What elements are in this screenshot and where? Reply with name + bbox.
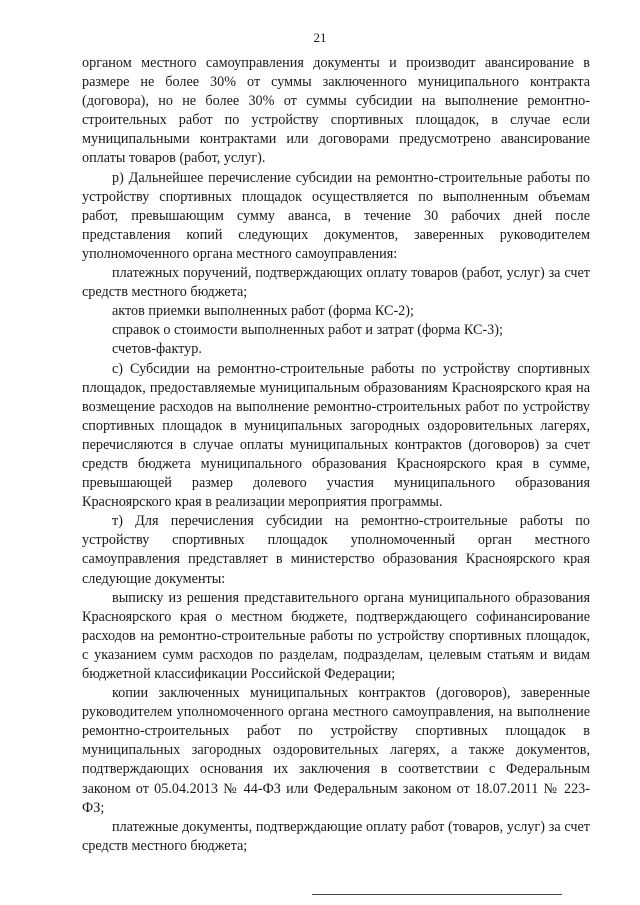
- paragraph-invoices: счетов-фактур.: [112, 341, 202, 358]
- page-number: 21: [313, 30, 327, 45]
- paragraph-item-s: с) Субсидии на ремонтно-строительные работы по устройству спортивных площадок, предоставляемые муниципальным образованиям Красноярского края на возмещение расходов на выполнение ремонтно-строительных работ по устройству спортивных площадок в муниципальных загородных оздоровительных лагерях, перечисляются в случае оплаты муниципальных контрактов (договоров) за счет средств бюджета муниципального образования Красноярского края в сумме, превышающей размер долевого участия муниципального образования Красноярского края в реализации мероприятия программы.: [82, 360, 590, 511]
- paragraph-item-r: р) Дальнейшее перечисление субсидии на ремонтно-строительные работы по устройству спортивных площадок осуществляется по выполненным объемам работ, превышающим сумму аванса, в течение 30 рабочих дней после представления копий следующих документов, заверенных руководителем уполномоченного органа местного самоуправления:: [82, 169, 590, 262]
- paragraph-contract-copies: копии заключенных муниципальных контрактов (договоров), заверенные руководителем уполномоченного органа местного самоуправления, на выполнение ремонтно-строительных работ по устройству спортивных площадок в муниципальных загородных оздоровительных лагерях, а также документов, подтверждающих основания их заключения в соответствии с Федеральным законом от 05.04.2013 № 44-ФЗ или Федеральным законом от 18.07.2011 № 223-ФЗ;: [82, 685, 590, 816]
- paragraph-ks2-acts: актов приемки выполненных работ (форма КС-2);: [112, 303, 414, 320]
- document-body: [82, 54, 590, 856]
- paragraph-payment-documents: платежные документы, подтверждающие оплату работ (товаров, услуг) за счет средств местного бюджета;: [82, 818, 590, 854]
- paragraph-payment-orders: платежных поручений, подтверждающих оплату товаров (работ, услуг) за счет средств местного бюджета;: [82, 265, 590, 301]
- paragraph-item-t: т) Для перечисления субсидии на ремонтно-строительные работы по устройству спортивных площадок уполномоченный орган местного самоуправления представляет в министерство образования Красноярского края следующие документы:: [82, 513, 590, 587]
- paragraph-ks3-certificates: справок о стоимости выполненных работ и затрат (форма КС-3);: [112, 322, 503, 339]
- footer-rule: [312, 894, 562, 895]
- paragraph-budget-extract: выписку из решения представительного органа муниципального образования Красноярского края о местном бюджете, подтверждающего софинансирование расходов на ремонтно-строительные работы по устройству спортивных площадок, с указанием сумм расходов по разделам, подразделам, целевым статьям и видам бюджетной классификации Российской Федерации;: [82, 589, 590, 682]
- paragraph-continuation: органом местного самоуправления документы и производит авансирование в размере не более 30% от суммы заключенного муниципального контракта (договора), но не более 30% от суммы субсидии на выполнение ремонтно-строительных работ по устройству спортивных площадок, в случае если муниципальными контрактами или договорами предусмотрено авансирование оплаты товаров (работ, услуг).: [82, 55, 590, 167]
